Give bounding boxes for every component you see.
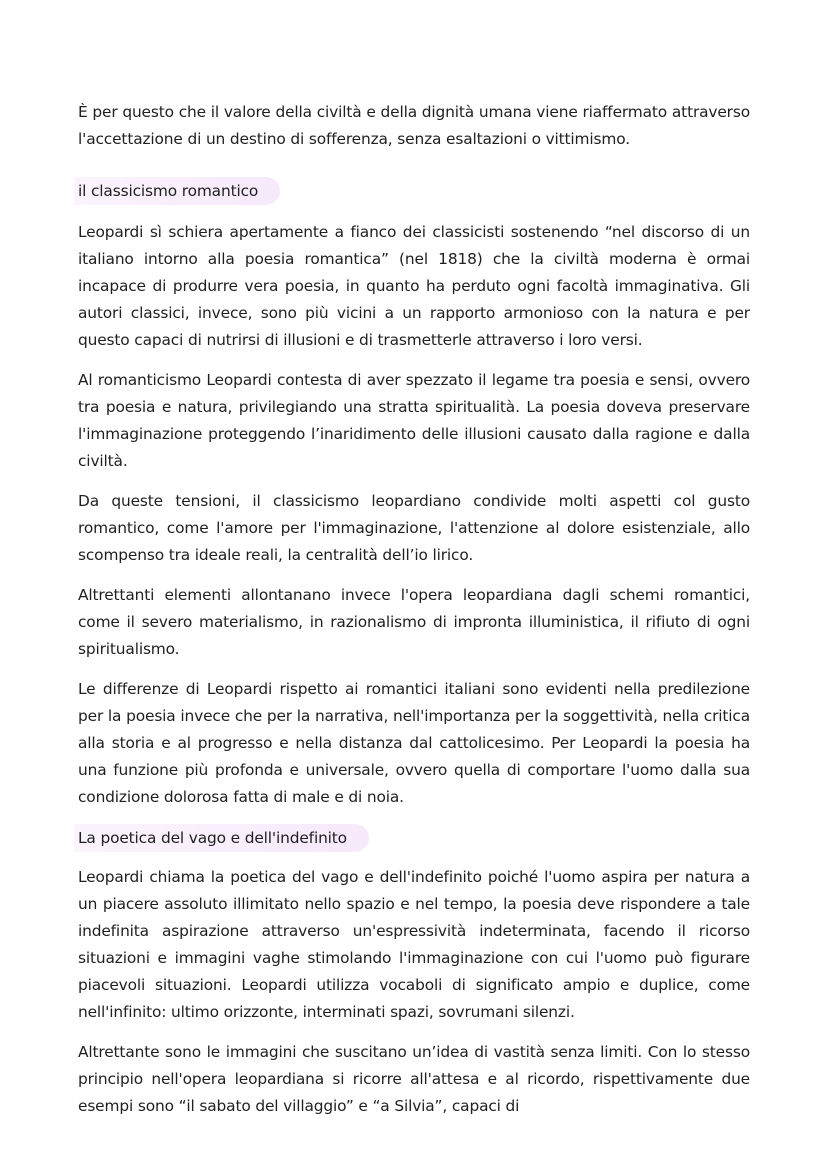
paragraph-6: Le differenze di Leopardi rispetto ai romantici italiani sono evidenti nella predilezione per la poesia invece che per la narrativa, nell'importanza per la soggettività, nella critica alla storia e al progresso e nella distanza dal cattolicesimo. Per Leopardi la poesia ha una funzione più profonda e universale, ovvero quella di comportare l'uomo dalla sua condizione dolorosa fatta di male e di noia. — [78, 680, 750, 806]
paragraph-1: È per questo che il valore della civiltà e della dignità umana viene riaffermato attraverso l'accettazione di un destino di sofferenza, senza esaltazioni o vittimismo. — [78, 103, 750, 148]
paragraph-5: Altrettanti elementi allontanano invece l'opera leopardiana dagli schemi romantici, come il severo materialismo, in razionalismo di impronta illuministica, il rifiuto di ogni spiritualismo. — [78, 586, 750, 658]
paragraph-3: Al romanticismo Leopardi contesta di aver spezzato il legame tra poesia e sensi, ovvero tra poesia e natura, privilegiando una stratta spiritualità. La poesia doveva preservare l'immaginazione proteggendo l’inaridimento delle illusioni causato dalla ragione e dalla civiltà. — [78, 371, 750, 470]
paragraph-2: Leopardi sì schiera apertamente a fianco dei classicisti sostenendo “nel discorso di un italiano intorno alla poesia romantica” (nel 1818) che la civiltà moderna è ormai incapace di produrre vera poesia, in quanto ha perduto ogni facoltà immaginativa. Gli autori classici, invece, sono più vicini a un rapporto armonioso con la natura e per questo capaci di nutrirsi di illusioni e di trasmetterle attraverso i loro versi. — [78, 223, 750, 349]
section-heading-poetica: La poetica del vago e dell'indefinito — [74, 824, 369, 852]
paragraph-7: Leopardi chiama la poetica del vago e dell'indefinito poiché l'uomo aspira per natura a un piacere assoluto illimitato nello spazio e nel tempo, la poesia deve rispondere a tale indefinita aspirazione attraverso un'espressività indeterminata, facendo il ricorso situazioni e immagini vaghe stimolando l'immaginazione con cui l'uomo può figurare piacevoli situazioni. Leopardi utilizza vocaboli di significato ampio e duplice, come nell'infinito: ultimo orizzonte, interminati spazi, sovrumani silenzi. — [78, 868, 750, 1021]
paragraph-4: Da queste tensioni, il classicismo leopardiano condivide molti aspetti col gusto romantico, come l'amore per l'immaginazione, l'attenzione al dolore esistenziale, allo scompenso tra ideale reali, la centralità dell’io lirico. — [78, 492, 750, 564]
paragraph-8: Altrettante sono le immagini che suscitano un’idea di vastità senza limiti. Con lo stesso principio nell'opera leopardiana si ricorre all'attesa e al ricordo, rispettivamente due esempi sono “il sabato del villaggio” e “a Silvia”, capaci di — [78, 1043, 750, 1115]
section-heading-classicismo: il classicismo romantico — [74, 177, 280, 205]
